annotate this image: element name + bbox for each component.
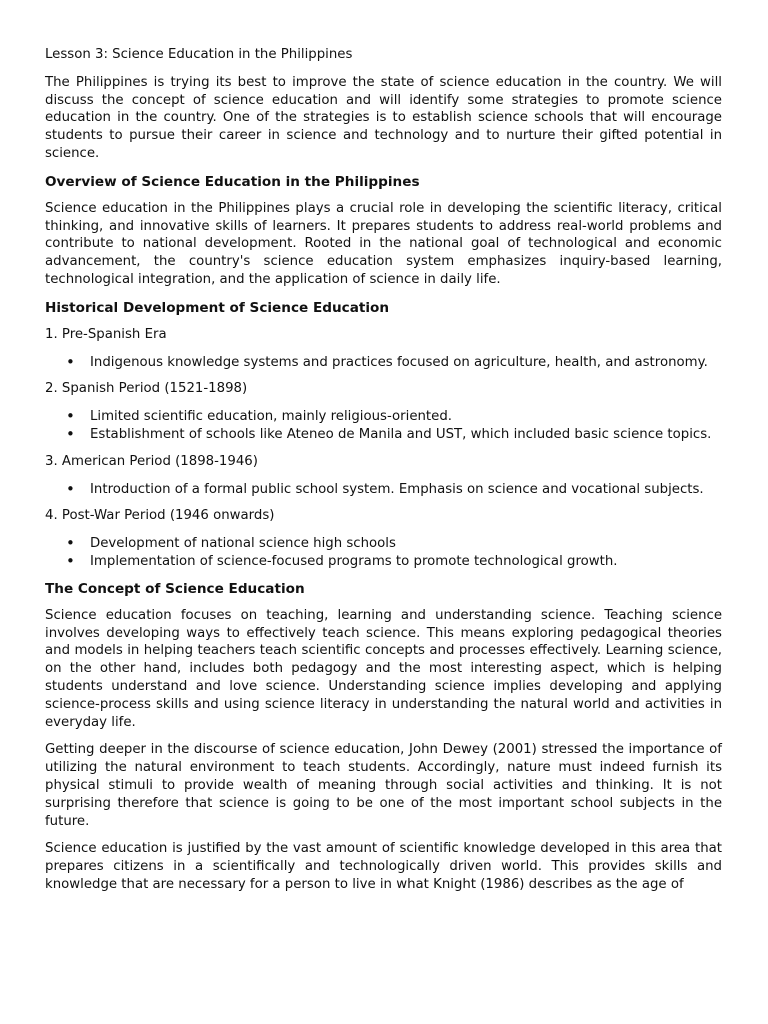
era-list-post-war [45, 535, 722, 571]
era-list-american [45, 481, 722, 499]
list-item: • Limited scientific education, mainly religious-oriented. [90, 408, 722, 426]
dewey-paragraph: Getting deeper in the discourse of science education, John Dewey (2001) stressed the importance of utilizing the natural environment to teach students. Accordingly, nature must indeed furnish its physical stimuli to provide wealth of meaning through social activities and thinking. It is not surprising therefore that science is going to be one of the most important school subjects in the future. [45, 742, 722, 829]
list-item: • Indigenous knowledge systems and practices focused on agriculture, health, and astronomy. [90, 354, 722, 372]
era-heading-pre-spanish: 1. Pre-Spanish Era [45, 326, 167, 342]
concept-heading: The Concept of Science Education [45, 580, 305, 597]
lesson-title: Lesson 3: Science Education in the Philippines [45, 47, 353, 62]
list-item: • Development of national science high schools [90, 535, 722, 553]
overview-paragraph: Science education in the Philippines plays a crucial role in developing the scientific literacy, critical thinking, and innovative skills of learners. It prepares students to address real-world problems and contribute to national development. Rooted in the national goal of technological and economic advancement, the country's science education system emphasizes inquiry-based learning, technological integration, and the application of science in daily life. [45, 200, 722, 287]
era-list-spanish [45, 408, 722, 444]
list-item: • Establishment of schools like Ateneo de Manila and UST, which included basic science topics. [90, 426, 722, 444]
list-item: • Implementation of science-focused programs to promote technological growth. [90, 553, 722, 571]
list-item: • Introduction of a formal public school system. Emphasis on science and vocational subjects. [90, 481, 722, 499]
intro-paragraph: The Philippines is trying its best to improve the state of science education in the country. We will discuss the concept of science education and will identify some strategies to promote science education in the country. One of the strategies is to establish science schools that will encourage students to pursue their career in science and technology and to nurture their gifted potential in science. [45, 74, 722, 161]
era-heading-post-war: 4. Post-War Period (1946 onwards) [45, 508, 275, 524]
history-heading: Historical Development of Science Education [45, 299, 390, 316]
concept-paragraph: Science education focuses on teaching, learning and understanding science. Teaching science involves developing ways to effectively teach science. This means exploring pedagogical theories and models in helping teachers teach scientific concepts and processes effectively. Learning science, on the other hand, includes both pedagogy and the most interesting aspect, which is helping students understand and love science. Understanding science implies developing and applying science-process skills and using science literacy in understanding the natural world and activities in everyday life. [45, 607, 722, 730]
era-heading-american: 3. American Period (1898-1946) [45, 453, 258, 469]
era-heading-spanish: 2. Spanish Period (1521-1898) [45, 381, 248, 397]
overview-heading: Overview of Science Education in the Philippines [45, 173, 420, 190]
era-list-pre-spanish [45, 354, 722, 372]
justification-paragraph: Science education is justified by the vast amount of scientific knowledge developed in this area that prepares citizens in a scientifically and technologically driven world. This provides skills and knowledge that are necessary for a person to live in what Knight (1986) describes as the age of [45, 841, 722, 892]
